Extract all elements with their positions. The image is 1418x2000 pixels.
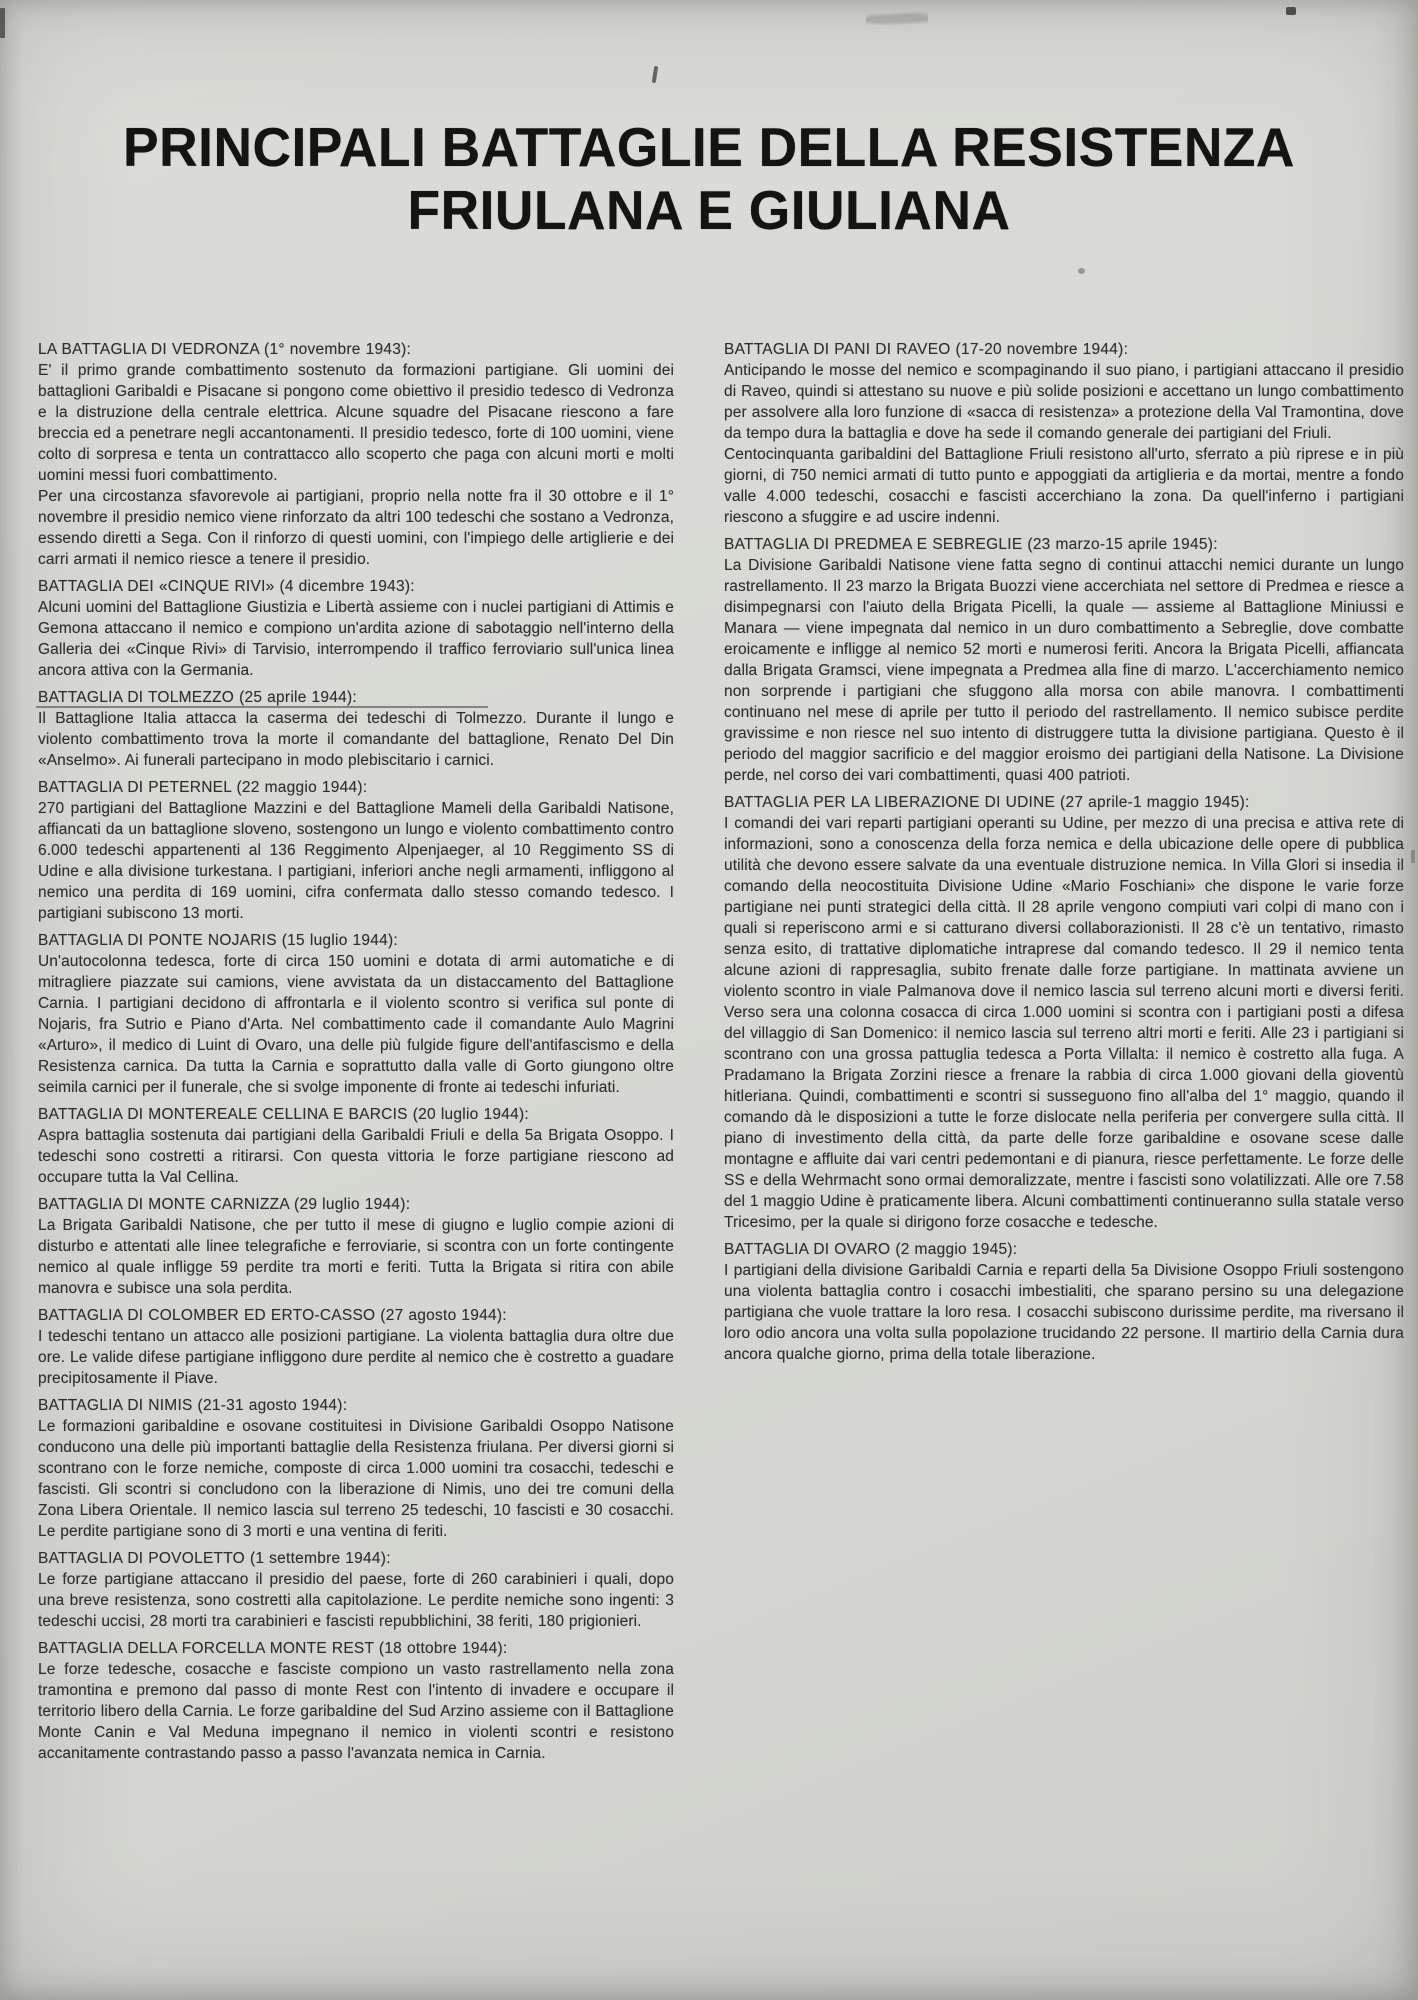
battle-heading: BATTAGLIA PER LA LIBERAZIONE DI UDINE (27 aprile-1 maggio 1945): <box>724 794 1250 811</box>
battle-paragraphs <box>724 555 1404 786</box>
battle-section <box>38 1305 674 1389</box>
paper-speck-right-edge <box>1411 850 1415 863</box>
battle-paragraphs <box>38 1416 674 1542</box>
battle-paragraphs <box>38 360 674 570</box>
battle-paragraphs <box>38 597 674 681</box>
battle-paragraph: La Divisione Garibaldi Natisone viene fatta segno di continui attacchi nemici durante un lungo rastrellamento. Il 23 marzo la Brigata Buozzi viene accerchiata nel settore di Predmea e riesce a disimpegnarsi con l'aiuto della Brigata Picelli, la quale — assieme al Battaglione Miniussi e Manara — viene impegnata dal nemico in un duro combattimento a Sebreglie, dove combatte eroicamente e infligge al nemico 52 morti e numerosi feriti. Ancora la Brigata Picelli, affiancata dalla Brigata Gramsci, viene impegnata a Predmea alla fine di marzo. L'accerchiamento nemico non sorprende i partigiani che sfuggono alla morsa con abile manovra. I combattimenti continuano nel mese di aprile per tutto il periodo del rastrellamento. Il nemico subisce perdite gravissime e non riesce nel suo intento di distruggere tutta la divisione partigiana. Questo è il periodo del maggior sacrificio e del maggior eroismo dei partigiani della Natisone. La Divisione perde, nel corso dei vari combattimenti, quasi 400 patrioti. <box>724 557 1404 784</box>
battle-heading: BATTAGLIA DI POVOLETTO (1 settembre 1944): <box>38 1550 391 1567</box>
battle-heading: BATTAGLIA DI MONTEREALE CELLINA E BARCIS (20 luglio 1944): <box>38 1106 529 1123</box>
battle-heading: LA BATTAGLIA DI VEDRONZA (1° novembre 1943): <box>38 341 412 358</box>
battle-paragraph: Le forze tedesche, cosacche e fasciste compiono un vasto rastrellamento nella zona tramontina e premono dal passo di monte Rest con l'intento di invadere e occupare il territorio libero della Carnia. Le forze garibaldine del Sud Arzino assieme con il Battaglione Monte Canin e Val Meduna impegnano il nemico in violenti scontri e resistono accanitamente contrastando passo a passo l'avanzata nemica in Carnia. <box>38 1661 674 1762</box>
page-title-line-2: FRIULANA E GIULIANA <box>407 179 1011 241</box>
battle-section <box>38 1638 674 1764</box>
paper-speck-top-right <box>1286 7 1296 15</box>
battle-heading: BATTAGLIA DI NIMIS (21-31 agosto 1944): <box>38 1397 348 1414</box>
battle-paragraphs <box>38 798 674 924</box>
battle-paragraphs <box>38 1215 674 1299</box>
battle-paragraphs <box>724 360 1404 528</box>
battle-paragraph: La Brigata Garibaldi Natisone, che per tutto il mese di giugno e luglio compie azioni di disturbo e attentati alle linee telegrafiche e ferroviarie, si scontra con un forte contingente nemico al quale infligge 59 perdite tra morti e feriti. Tutta la Brigata si ritira con abile manovra e subisce una sola perdita. <box>38 1217 674 1297</box>
page-title <box>0 116 1418 242</box>
left-column <box>38 339 674 1764</box>
paper-speck-title <box>1078 268 1085 274</box>
battle-paragraph: Le forze partigiane attaccano il presidio del paese, forte di 260 carabinieri i quali, dopo una breve resistenza, sono costretti alla capitolazione. Le perdite nemiche sono ingenti: 3 tedeschi uccisi, 28 morti tra carabinieri e fascisti repubblichini, 38 feriti, 180 prigionieri. <box>38 1571 674 1630</box>
battle-paragraph: Le formazioni garibaldine e osovane costituitesi in Divisione Garibaldi Osoppo Natisone conducono una delle più importanti battaglie della Resistenza friulana. Per diversi giorni si scontrano con le forze nemiche, composte di circa 1.000 uomini tra cosacchi, tedeschi e fascisti. Gli scontri si concludono con la liberazione di Nimis, uno dei tre comuni della Zona Libera Orientale. Il nemico lascia sul terreno 25 tedeschi, 10 fascisti e 30 cosacchi. Le perdite partigiane sono di 3 morti e una ventina di feriti. <box>38 1418 674 1540</box>
battle-paragraphs <box>38 1659 674 1764</box>
battle-section <box>724 792 1404 1233</box>
battle-section <box>38 930 674 1098</box>
battle-paragraph: Un'autocolonna tedesca, forte di circa 150 uomini e dotata di armi automatiche e di mitragliere piazzate sui camions, viene avvistata da un distaccamento del Battaglione Carnia. I partigiani decidono di affrontarla e il violento scontro si verifica sul ponte di Nojaris, fra Sutrio e Piano d'Arta. Nel combattimento cade il comandante Aulo Magrini «Arturo», il medico di Luint di Ovaro, una delle più fulgide figure dell'antifascismo e della Resistenza carnica. Da tutta la Carnia e soprattutto dalla valle di Gorto giungono oltre seimila carnici per il funerale, che si svolge imponente di fronte ai tedeschi infuriati. <box>38 953 674 1096</box>
battle-paragraph: I partigiani della divisione Garibaldi Carnia e reparti della 5a Divisione Osoppo Friuli sostengono una violenta battaglia contro i cosacchi imbestialiti, che sparano persino su una delegazione partigiana che vuole trattare la loro resa. I cosacchi subiscono durissime perdite, ma riversano il loro odio ancora una volta sulla popolazione trucidando 22 persone. Il martirio della Carnia dura ancora qualche giorno, prima della totale liberazione. <box>724 1262 1404 1363</box>
battle-paragraph: Alcuni uomini del Battaglione Giustizia e Libertà assieme con i nuclei partigiani di Attimis e Gemona attaccano il nemico e compiono un'ardita azione di sabotaggio nell'interno della Galleria dei «Cinque Rivi» di Tarvisio, interrompendo il traffico ferroviario sull'unica linea ancora attiva con la Germania. <box>38 599 674 679</box>
battle-section <box>38 576 674 681</box>
battle-paragraphs <box>38 951 674 1098</box>
battle-paragraph: I tedeschi tentano un attacco alle posizioni partigiane. La violenta battaglia dura oltre due ore. Le valide difese partigiane infliggono dure perdite al nemico che è costretto a guadare precipitosamente il Piave. <box>38 1328 674 1387</box>
battle-paragraphs <box>724 813 1404 1233</box>
battle-paragraphs <box>38 708 674 771</box>
page-title-line-1: PRINCIPALI BATTAGLIE DELLA RESISTENZA <box>123 116 1295 178</box>
battle-paragraphs <box>38 1125 674 1188</box>
battle-section <box>38 1548 674 1632</box>
battle-paragraph: Centocinquanta garibaldini del Battaglione Friuli resistono all'urto, sferrato a più riprese e in più giorni, di 750 nemici armati di tutto punto e appoggiati da artiglieria e da mortai, mentre a fondo valle 4.000 tedeschi, cosacchi e fascisti accerchiano la zona. Da quell'inferno i partigiani riescono a sfuggire e ad uscire indenni. <box>724 446 1404 526</box>
battle-heading: BATTAGLIA DEI «CINQUE RIVI» (4 dicembre 1943): <box>38 578 415 595</box>
battle-heading: BATTAGLIA DI PANI DI RAVEO (17-20 novembre 1944): <box>724 341 1129 358</box>
battle-paragraphs <box>724 1260 1404 1365</box>
battle-heading: BATTAGLIA DI TOLMEZZO (25 aprile 1944): <box>38 689 357 706</box>
battle-section <box>38 1194 674 1299</box>
battle-paragraphs <box>38 1326 674 1389</box>
battle-heading: BATTAGLIA DI PONTE NOJARIS (15 luglio 1944): <box>38 932 398 949</box>
battle-section <box>724 1239 1404 1365</box>
paper-smudge <box>866 12 928 27</box>
battle-paragraph: Anticipando le mosse del nemico e scompaginando il suo piano, i partigiani attaccano il presidio di Raveo, quindi si attestano su nuove e più solide posizioni e accettano un lungo combattimento per assolvere alla loro funzione di «sacca di resistenza» a protezione della Val Tramontina, dove da tempo dura la battaglia e dove ha sede il comando generale dei partigiani del Friuli. <box>724 362 1404 442</box>
battle-paragraph: E' il primo grande combattimento sostenuto da formazioni partigiane. Gli uomini dei battaglioni Garibaldi e Pisacane si pongono come obiettivo il presidio tedesco di Vedronza e la distruzione della centrale elettrica. Alcune squadre del Pisacane riescono a fare breccia ed a penetrare negli accantonamenti. Il presidio tedesco, forte di 100 uomini, viene colto di sorpresa e tenta un contrattacco allo scoperto che paga con alcuni morti e molti uomini messi fuori combattimento. <box>38 362 674 484</box>
right-column <box>724 339 1404 1764</box>
battle-section <box>38 339 674 570</box>
paper-tick-mark <box>652 66 659 83</box>
battle-heading: BATTAGLIA DI PREDMEA E SEBREGLIE (23 marzo-15 aprile 1945): <box>724 536 1218 553</box>
battle-paragraph: 270 partigiani del Battaglione Mazzini e del Battaglione Mameli della Garibaldi Natisone, affiancati da un battaglione sloveno, sostengono un lungo e violento combattimento contro 6.000 tedeschi appartenenti al 136 Reggimento Alpenjaeger, al 10 Reggimento SS di Udine e alla divisione turkestana. I partigiani, inferiori anche negli armamenti, infliggono al nemico una perdita di 169 uomini, cifra confermata dallo stesso comando tedesco. I partigiani subiscono 13 morti. <box>38 800 674 922</box>
battle-paragraph: Aspra battaglia sostenuta dai partigiani della Garibaldi Friuli e della 5a Brigata Osoppo. I tedeschi sono costretti a ritirarsi. Con questa vittoria le forze partigiane riescono ad occupare tutta la Val Cellina. <box>38 1127 674 1186</box>
battle-heading: BATTAGLIA DI COLOMBER ED ERTO-CASSO (27 agosto 1944): <box>38 1307 507 1324</box>
battle-heading: BATTAGLIA DI PETERNEL (22 maggio 1944): <box>38 779 368 796</box>
battle-paragraph: I comandi dei vari reparti partigiani operanti su Udine, per mezzo di una precisa e attiva rete di informazioni, sono a conoscenza della forza nemica e della ubicazione delle opere di pubblica utilità che devono essere salvate da una eventuale distruzione nemica. In Villa Glori si insedia il comando della neocostituita Divisione Udine «Mario Foschiani» che dispone le varie forze partigiane nei punti strategici della città. Il 28 aprile vengono compiuti vari colpi di mano con i quali si reperiscono armi e si catturano diversi collaborazionisti. Il 28 c'è un tentativo, rimasto senza esito, di trattative diplomatiche intraprese dal comando tedesco. Il 29 il nemico tenta alcune azioni di rappresaglia, subito frenate dalle forze partigiane. In mattinata avviene un violento scontro in viale Palmanova dove il nemico lascia sul terreno alcuni morti e diversi feriti. Verso sera una colonna cosacca di circa 1.000 uomini si scontra con i partigiani posti a difesa del villaggio di San Domenico: il nemico lascia sul terreno altri morti e feriti. Alle 23 i partigiani si scontrano con una grossa pattuglia tedesca a Porta Villalta: il nemico è costretto alla fuga. A Pradamano la Brigata Zorzini riesce a frenare la rabbia di circa 1.000 giovani della gioventù hitleriana. Quindi, combattimenti e scontri si susseguono fino all'alba del 1° maggio, quando il comando dà le disposizioni a tutte le forze dislocate nella periferia per convergere sulla città. Il piano di investimento della città, da parte delle forze garibaldine e osovane scese dalle montagne e affluite dai vari centri pedemontani e di pianura, riesce perfettamente. Le forze delle SS e della Wehrmacht sono ormai demoralizzate, mentre i fascisti sono volatilizzati. Alle ore 7.58 del 1 maggio Udine è praticamente libera. Alcuni combattimenti continueranno sulla statale verso Tricesimo, per la quale si dirigono forze cosacche e tedesche. <box>724 815 1404 1231</box>
battle-paragraphs <box>38 1569 674 1632</box>
battle-section <box>38 1104 674 1188</box>
battle-section <box>724 534 1404 786</box>
battle-heading: BATTAGLIA DI MONTE CARNIZZA (29 luglio 1944): <box>38 1196 411 1213</box>
battle-section <box>724 339 1404 528</box>
battle-heading: BATTAGLIA DELLA FORCELLA MONTE REST (18 ottobre 1944): <box>38 1640 508 1657</box>
text-columns <box>38 339 1404 1764</box>
paper-edge-mark <box>0 8 5 38</box>
battle-section <box>38 687 674 771</box>
battle-section <box>38 1395 674 1542</box>
battle-paragraph: Per una circostanza sfavorevole ai partigiani, proprio nella notte fra il 30 ottobre e il 1° novembre il presidio nemico viene rinforzato da altri 100 tedeschi che sostano a Vedronza, essendo diretti a Sega. Con il rinforzo di questi uomini, con l'impiego delle artiglierie e dei carri armati il nemico riesce a tenere il presidio. <box>38 488 674 568</box>
battle-paragraph: Il Battaglione Italia attacca la caserma dei tedeschi di Tolmezzo. Durante il lungo e violento combattimento trova la morte il comandante del battaglione, Renato Del Din «Anselmo». Ai funerali partecipano in modo plebiscitario i carnici. <box>38 710 674 769</box>
battle-section <box>38 777 674 924</box>
battle-heading: BATTAGLIA DI OVARO (2 maggio 1945): <box>724 1241 1018 1258</box>
